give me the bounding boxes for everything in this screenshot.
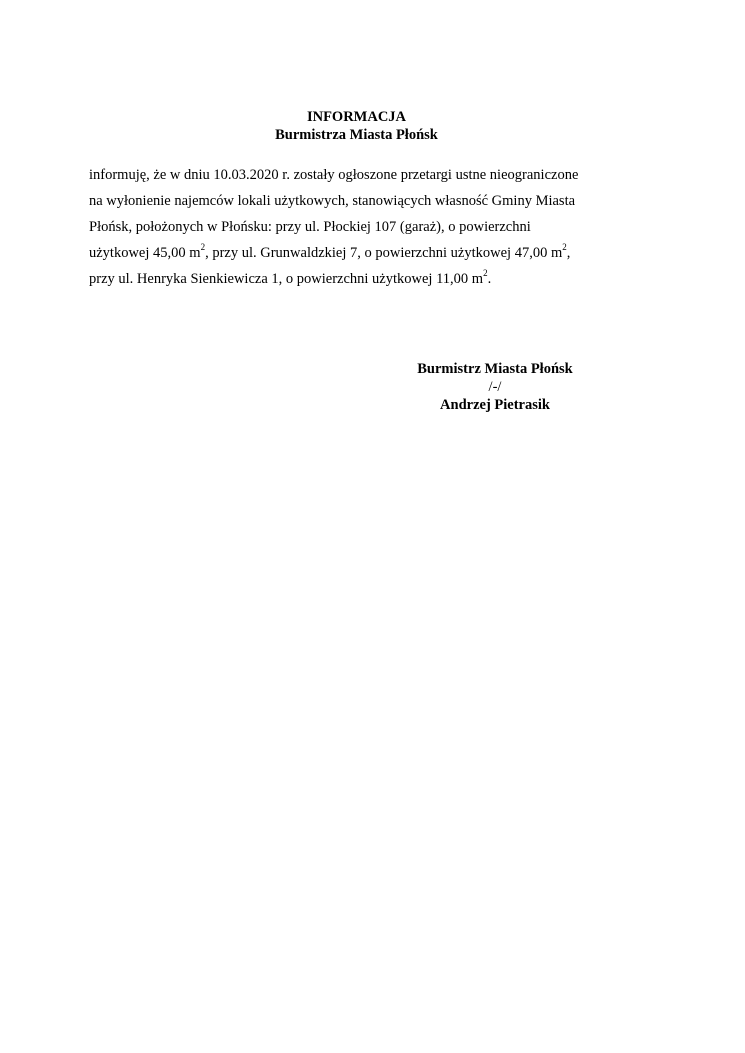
body-line-text: przy ul. Henryka Sienkiewicza 1, o powierzchni użytkowej 11,00 m — [89, 271, 484, 287]
body-line-text: , — [566, 245, 571, 261]
document-body — [89, 162, 623, 292]
signature-mark: /-/ — [488, 379, 502, 395]
superscript: 2 — [562, 242, 567, 253]
body-line-text: informuję, że w dniu 10.03.2020 r. zostały ogłoszone przetargi ustne nieograniczone — [89, 167, 579, 183]
signature-name: Andrzej Pietrasik — [440, 397, 550, 413]
body-line — [89, 266, 623, 292]
document-subtitle: Burmistrza Miasta Płońsk — [275, 127, 438, 143]
document-header — [0, 108, 745, 144]
body-line — [89, 240, 623, 266]
body-line-text: , przy ul. Grunwaldzkiej 7, o powierzchni użytkowej 47,00 m — [205, 245, 563, 261]
body-line — [89, 188, 623, 214]
superscript: 2 — [483, 268, 488, 279]
signature-office: Burmistrz Miasta Płońsk — [417, 361, 573, 377]
body-line — [89, 214, 623, 240]
document-title: INFORMACJA — [306, 109, 407, 125]
signature-block — [395, 360, 595, 414]
body-line — [89, 162, 623, 188]
superscript: 2 — [200, 242, 206, 253]
body-line-text: użytkowej 45,00 m — [89, 245, 201, 261]
body-line-text: na wyłonienie najemców lokali użytkowych, stanowiących własność Gminy Miasta — [89, 193, 576, 209]
body-line-text: . — [487, 271, 492, 287]
body-line-text: Płońsk, położonych w Płońsku: przy ul. Płockiej 107 (garaż), o powierzchni — [89, 219, 531, 235]
